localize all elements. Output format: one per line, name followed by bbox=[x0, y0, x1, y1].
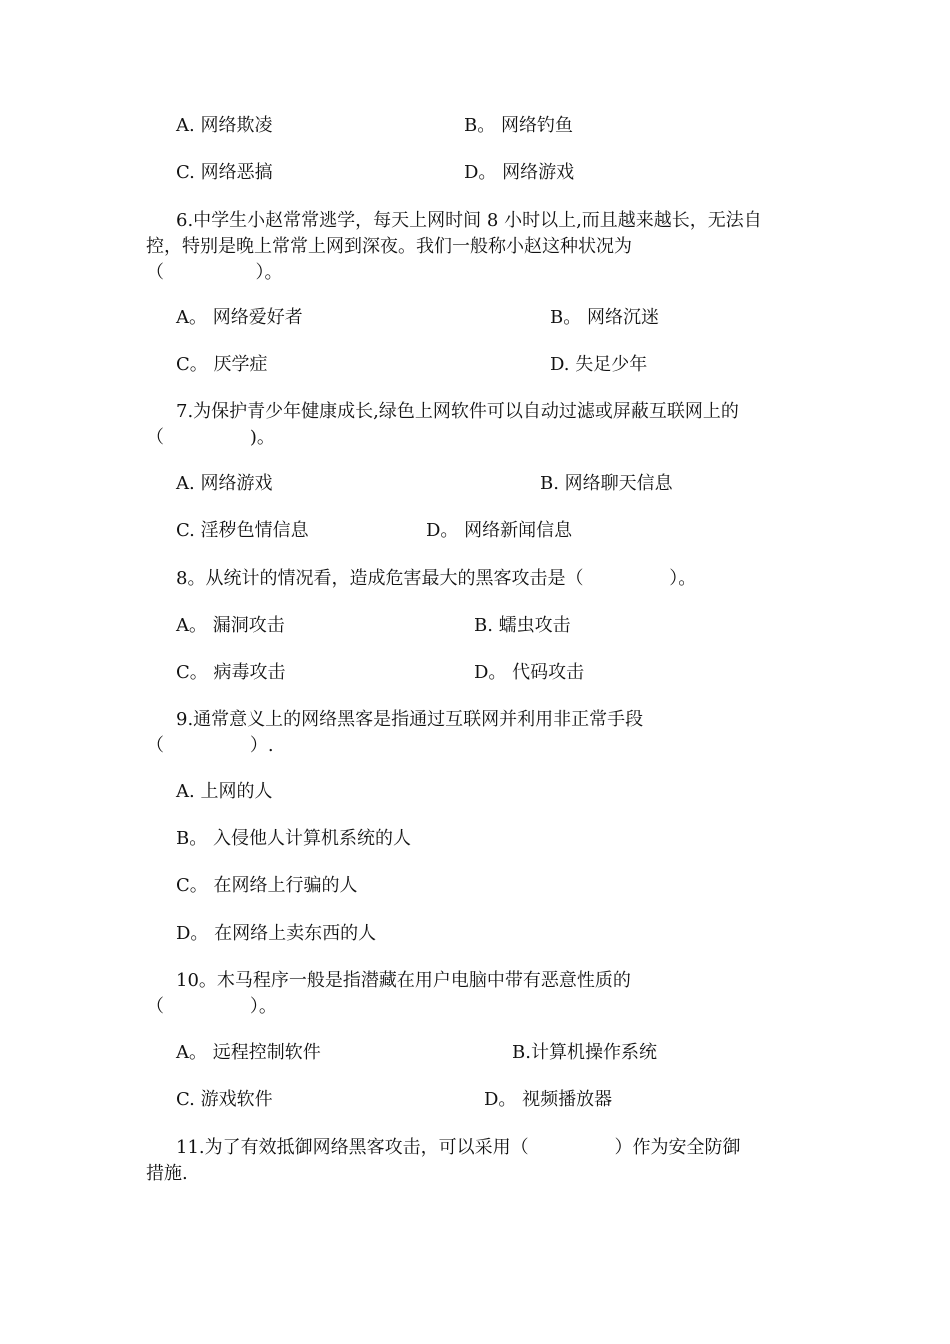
option-a: A。 网络爱好者 bbox=[176, 307, 303, 328]
question-text: 9.通常意义上的网络黑客是指通过互联网并利用非正常手段 bbox=[176, 709, 644, 730]
question-text: 11.为了有效抵御网络黑客攻击，可以采用（ ）作为安全防御 bbox=[176, 1137, 741, 1158]
option-a: A。 远程控制软件 bbox=[176, 1042, 321, 1063]
question-text: 8。从统计的情况看，造成危害最大的黑客攻击是（ ）。 bbox=[176, 568, 697, 589]
option-c: C。 厌学症 bbox=[176, 354, 268, 375]
option-c: C. 淫秽色情信息 bbox=[176, 520, 309, 541]
option-b: B. 蠕虫攻击 bbox=[474, 615, 571, 636]
answer-blank: （ ）. bbox=[146, 735, 274, 756]
option-b: B。 网络沉迷 bbox=[550, 307, 659, 328]
answer-blank: （ ）。 bbox=[146, 996, 277, 1017]
option-a: A. 网络游戏 bbox=[176, 473, 273, 494]
option-d: D。 网络新闻信息 bbox=[426, 520, 573, 541]
option-d: D。 在网络上卖东西的人 bbox=[176, 923, 377, 944]
option-b: B.计算机操作系统 bbox=[512, 1042, 657, 1063]
answer-blank: （ ）。 bbox=[146, 262, 283, 283]
option-c: C。 在网络上行骗的人 bbox=[176, 875, 358, 896]
option-c: C. 游戏软件 bbox=[176, 1089, 273, 1110]
option-b: B。 网络钓鱼 bbox=[464, 115, 573, 136]
option-b: B. 网络聊天信息 bbox=[540, 473, 673, 494]
option-d: D. 失足少年 bbox=[550, 354, 648, 375]
option-c: C. 网络恶搞 bbox=[176, 162, 273, 183]
option-a: A. 上网的人 bbox=[176, 781, 273, 802]
option-d: D。 视频播放器 bbox=[484, 1089, 613, 1110]
option-d: D。 网络游戏 bbox=[464, 162, 575, 183]
question-text: 7.为保护青少年健康成长,绿色上网软件可以自动过滤或屏蔽互联网上的 bbox=[176, 401, 739, 422]
option-d: D。 代码攻击 bbox=[474, 662, 585, 683]
option-c: C。 病毒攻击 bbox=[176, 662, 286, 683]
question-text: 措施. bbox=[146, 1163, 188, 1184]
option-a: A. 网络欺凌 bbox=[176, 115, 273, 136]
question-text: 6.中学生小赵常常逃学，每天上网时间 8 小时以上,而且越来越长，无法自 bbox=[176, 210, 762, 231]
question-text: 控，特别是晚上常常上网到深夜。我们一般称小赵这种状况为 bbox=[146, 236, 632, 257]
answer-blank: （ )。 bbox=[146, 427, 275, 448]
option-a: A。 漏洞攻击 bbox=[176, 615, 285, 636]
question-text: 10。木马程序一般是指潜藏在用户电脑中带有恶意性质的 bbox=[176, 970, 631, 991]
option-b: B。 入侵他人计算机系统的人 bbox=[176, 828, 411, 849]
